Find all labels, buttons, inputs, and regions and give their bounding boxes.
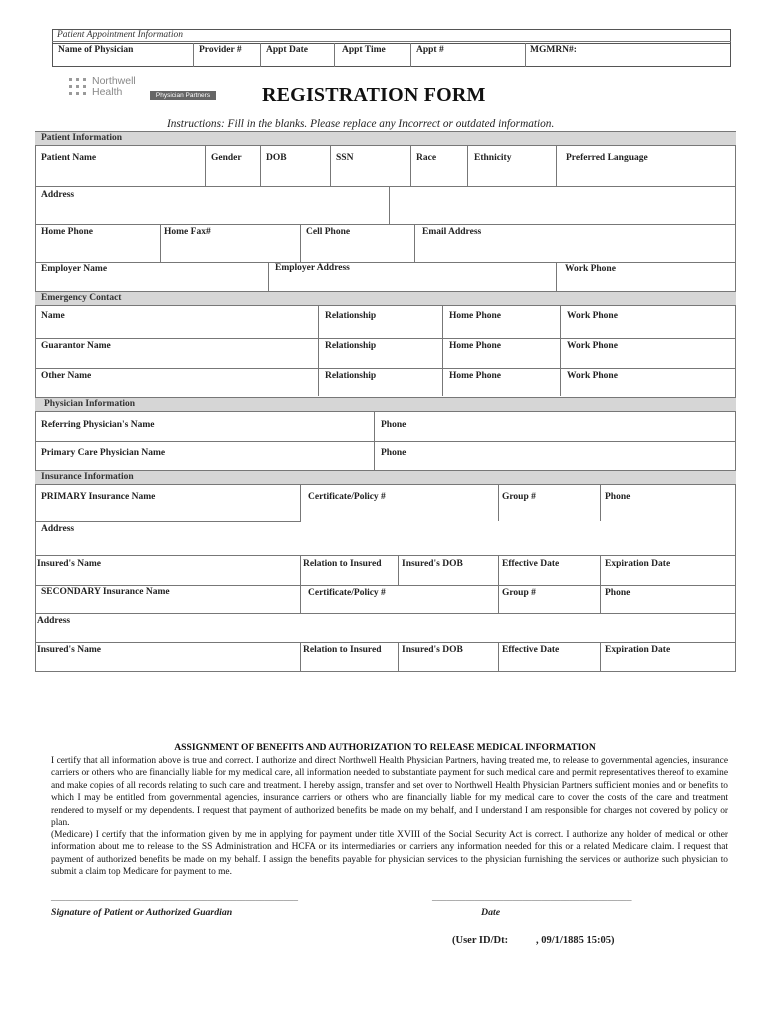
guarantor-relationship-field[interactable]: Relationship (325, 341, 377, 351)
secondary-phone-field[interactable]: Phone (605, 588, 631, 598)
primary-group-field[interactable]: Group # (502, 492, 536, 502)
dob-field[interactable]: DOB (266, 153, 287, 163)
cell-phone-field[interactable]: Cell Phone (306, 227, 351, 237)
guarantor-work-phone-field[interactable]: Work Phone (567, 341, 618, 351)
appointment-title: Patient Appointment Information (57, 30, 183, 40)
user-id-label: (User ID/Dt: (452, 935, 509, 946)
pcp-name-field[interactable]: Primary Care Physician Name (41, 448, 166, 458)
effective-date-field-2[interactable]: Effective Date (502, 645, 560, 655)
referring-phone-field[interactable]: Phone (381, 420, 407, 430)
other-name-field[interactable]: Other Name (41, 371, 92, 381)
primary-insurance-address-field[interactable]: Address (41, 524, 75, 534)
race-field[interactable]: Race (416, 153, 437, 163)
guarantor-name-field[interactable]: Guarantor Name (41, 341, 111, 351)
appt-mgmrn[interactable]: MGMRN#: (530, 45, 577, 55)
appt-date[interactable]: Appt Date (266, 45, 308, 55)
other-relationship-field[interactable]: Relationship (325, 371, 377, 381)
work-phone-field[interactable]: Work Phone (565, 264, 616, 274)
northwell-logo (68, 76, 218, 102)
gender-field[interactable]: Gender (211, 153, 242, 163)
primary-insurance-name-field[interactable]: PRIMARY Insurance Name (41, 492, 156, 502)
other-home-phone-field[interactable]: Home Phone (449, 371, 501, 381)
home-fax-field[interactable]: Home Fax# (164, 227, 211, 237)
employer-address-field[interactable]: Employer Address (275, 263, 350, 273)
home-phone-field[interactable]: Home Phone (41, 227, 93, 237)
assignment-paragraph-1: I certify that all information above is true and correct. I authorize and direct Northwell Health Physician Partners, having treated me, to release to governmental agencies, insurance carriers or others who are financially liable for my medical care, all information needed to substantiate payment for such medical care and permit representatives thereof to examine and make copies of all records relating to such care and treatment. I hereby assign, transfer and set over to Northwell Health Physician Partners sufficient monies and or benefits to which I may be entitled from governmental agencies, insurance carriers or others who are financially liable for my medical care to cover the costs of the care and treatment rendered to myself or my dependents. I request that payment of authorized benefits be made on my behalf, and I understand I am responsible for charges not covered by policy or plan. (51, 756, 728, 829)
secondary-insurance-name-field[interactable]: SECONDARY Insurance Name (41, 587, 170, 597)
insured-name-field-2[interactable]: Insured's Name (37, 645, 101, 655)
physician-info-header: Physician Information (35, 397, 736, 412)
primary-phone-field[interactable]: Phone (605, 492, 631, 502)
emergency-home-phone-field[interactable]: Home Phone (449, 311, 501, 321)
address-field[interactable]: Address (41, 190, 75, 200)
assignment-paragraph-2: (Medicare) I certify that the information given by me in applying for payment under title XVIII of the Social Security Act is correct. I authorize any holder of medical or other information about me to release to the SS Administration and HCFA or its intermediaries or carriers any information needed for this or a related Medicare claim. I request that payment of authorized benefits be made on my behalf. I assign the benefits payable for physician services to the physician furnishing the services or authorize such physician to submit a claim top Medicare for payment to me. (51, 830, 728, 878)
appt-name-of-physician[interactable]: Name of Physician (58, 45, 134, 55)
patient-info-header: Patient Information (35, 131, 736, 146)
emergency-relationship-field[interactable]: Relationship (325, 311, 377, 321)
employer-name-field[interactable]: Employer Name (41, 264, 108, 274)
user-id-value: , 09/1/1885 15:05) (536, 935, 615, 946)
insured-dob-field-1[interactable]: Insured's DOB (402, 559, 463, 569)
preferred-language-field[interactable]: Preferred Language (566, 153, 648, 163)
secondary-policy-field[interactable]: Certificate/Policy # (308, 588, 386, 598)
secondary-group-field[interactable]: Group # (502, 588, 536, 598)
guarantor-home-phone-field[interactable]: Home Phone (449, 341, 501, 351)
pcp-phone-field[interactable]: Phone (381, 448, 407, 458)
expiration-date-field-1[interactable]: Expiration Date (605, 559, 671, 569)
primary-policy-field[interactable]: Certificate/Policy # (308, 492, 386, 502)
emergency-contact-header: Emergency Contact (35, 291, 736, 306)
insured-name-field-1[interactable]: Insured's Name (37, 559, 101, 569)
logo-badge: Physician Partners (150, 91, 216, 100)
logo-name-line2: Health (92, 86, 123, 98)
signature-label: Signature of Patient or Authorized Guardian (51, 907, 233, 918)
insurance-info-header: Insurance Information (35, 470, 736, 485)
email-address-field[interactable]: Email Address (422, 227, 482, 237)
logo-mark-icon (68, 76, 88, 98)
emergency-work-phone-field[interactable]: Work Phone (567, 311, 618, 321)
signature-line[interactable]: ____________________________________________________ (51, 893, 298, 903)
relation-to-insured-field-2[interactable]: Relation to Insured (303, 645, 382, 655)
date-line[interactable]: __________________________________________ (432, 893, 632, 903)
relation-to-insured-field-1[interactable]: Relation to Insured (303, 559, 382, 569)
emergency-name-field[interactable]: Name (41, 311, 65, 321)
patient-name-field[interactable]: Patient Name (41, 153, 97, 163)
appt-number[interactable]: Appt # (416, 45, 444, 55)
secondary-insurance-address-field[interactable]: Address (37, 616, 71, 626)
ssn-field[interactable]: SSN (336, 153, 354, 163)
referring-physician-field[interactable]: Referring Physician's Name (41, 420, 155, 430)
date-label: Date (481, 907, 501, 918)
effective-date-field-1[interactable]: Effective Date (502, 559, 560, 569)
instructions: Instructions: Fill in the blanks. Please replace any Incorrect or outdated information. (167, 118, 555, 130)
appt-provider[interactable]: Provider # (199, 45, 242, 55)
expiration-date-field-2[interactable]: Expiration Date (605, 645, 671, 655)
logo-name-line1: Northwell (92, 75, 136, 87)
form-title: REGISTRATION FORM (262, 84, 486, 106)
insured-dob-field-2[interactable]: Insured's DOB (402, 645, 463, 655)
other-work-phone-field[interactable]: Work Phone (567, 371, 618, 381)
assignment-title: ASSIGNMENT OF BENEFITS AND AUTHORIZATION TO RELEASE MEDICAL INFORMATION (174, 742, 596, 753)
ethnicity-field[interactable]: Ethnicity (474, 153, 512, 163)
appt-time[interactable]: Appt Time (342, 45, 386, 55)
